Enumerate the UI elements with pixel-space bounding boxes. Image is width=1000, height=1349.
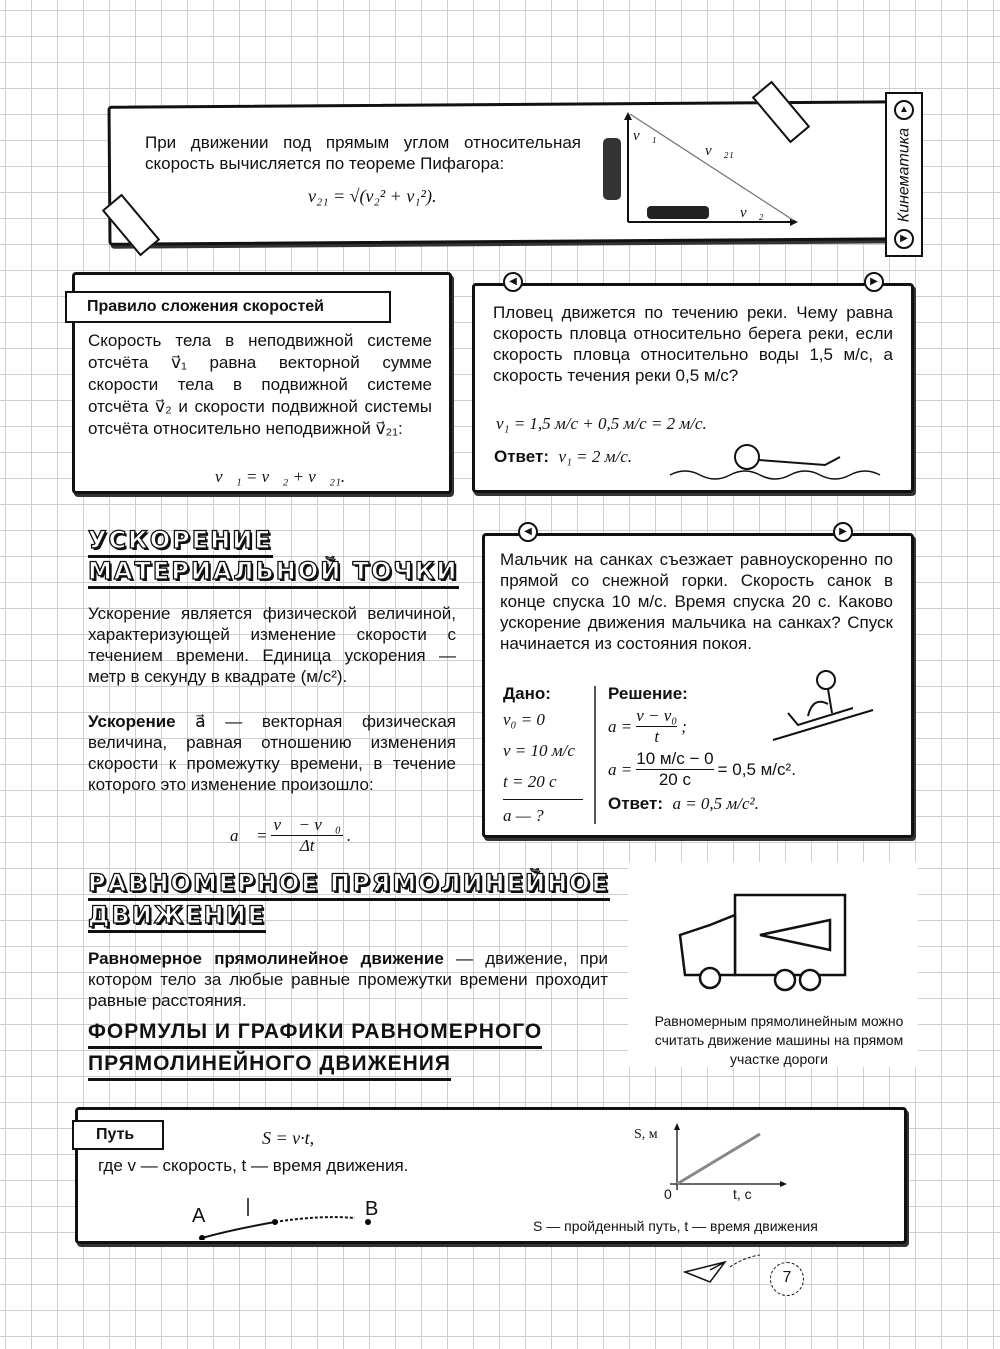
solution-label: Решение: (608, 684, 688, 703)
rule-formula: v⃗₁ = v⃗₂ + v⃗₂₁. (215, 467, 346, 486)
v21-label: v⃗₂₁ (705, 143, 734, 159)
formula-numerator: v⃗ − v⃗₀ (273, 815, 341, 834)
numerator: v − v₀ (636, 706, 678, 725)
answer-label: Ответ: (608, 794, 663, 813)
triangle-up-icon: ▲ (894, 100, 914, 120)
answer-value: v₁ = 2 м/с. (558, 447, 632, 466)
point-a-label: A (192, 1205, 206, 1227)
accel-paragraph: Ускорение является физической величиной, характеризующей изменение скорости с течением времени. Единица ускорения — метр в секунду в квадрате (м/с²). (88, 604, 456, 686)
formula-denominator: Δt (299, 836, 315, 855)
accel-title-line2: МАТЕРИАЛЬНОЙ ТОЧКИ (88, 556, 459, 589)
find-item: a — ? (503, 806, 544, 825)
given-item: t = 20 с (503, 772, 583, 800)
answer-value: a = 0,5 м/с². (672, 794, 759, 813)
triangle-right-icon: ▶ (833, 522, 853, 542)
walker-path-illustration (180, 1190, 380, 1240)
pythagoras-text: При движении под прямым углом относительная скорость вычисляется по теореме Пифагора: (145, 133, 581, 173)
v2-label: v⃗₂ (740, 205, 764, 221)
triangle-left-icon: ◀ (518, 522, 538, 542)
denominator: 20 с (658, 770, 691, 789)
accel-definition (88, 711, 456, 795)
formulas-title-line2: ПРЯМОЛИНЕЙНОГО ДВИЖЕНИЯ (88, 1050, 451, 1081)
path-tag: Путь (72, 1120, 164, 1150)
side-tab-label: Кинематика (895, 127, 913, 223)
paper-plane-icon (680, 1252, 760, 1287)
car-icon (647, 206, 709, 219)
swimmer-illustration (665, 435, 895, 485)
accel-formula: a⃗ = $\frac{\text{v⃗ − v⃗₀}}{\Delta t}$ . (230, 815, 352, 855)
swimmer-solution: v₁ = 1,5 м/с + 0,5 м/с = 2 м/с. (496, 414, 707, 433)
solution-formula-1: a = $\frac{\text{v − v₀}}{t}$ ; (608, 706, 687, 746)
answer-label: Ответ: (494, 447, 549, 466)
given-section (503, 684, 583, 826)
triangle-right-icon: ▶ (864, 272, 884, 292)
uniform-title-line2: ДВИЖЕНИЕ (88, 900, 266, 933)
rule-text: Скорость тела в неподвижной системе отсчёта v⃗₁ равна векторной сумме скорости тела в подвижной системе отсчёта v⃗₂ и скорости подвижной системы отсчёта относительно неподвижной v⃗₂₁: (88, 331, 432, 438)
graph-x-label: t, с (733, 1186, 752, 1202)
uniform-definition (88, 948, 608, 1011)
uniform-term: Равномерное прямолинейное движение (88, 949, 444, 968)
path-text: где v — скорость, t — время движения. (98, 1156, 409, 1175)
triangle-left-icon: ◀ (503, 272, 523, 292)
sled-text: Мальчик на санках съезжает равноускоренно по прямой со снежной горки. Скорость санок в конце спуска 10 м/с. Время спуска 20 с. Каково ускорение движения мальчика на санках? Спуск начинается из состояния покоя. (500, 550, 893, 653)
path-time-graph (670, 1122, 790, 1192)
accel-term: Ускорение (88, 712, 176, 731)
velocity-triangle-diagram (595, 110, 805, 230)
divider (594, 686, 596, 824)
path-formula: S = v·t, (262, 1128, 315, 1148)
page-number: 7 (770, 1262, 804, 1296)
formulas-title-line1: ФОРМУЛЫ И ГРАФИКИ РАВНОМЕРНОГО (88, 1018, 542, 1049)
accel-definition-text: a⃗ — векторная физическая величина, равная отношению изменения скорости к промежутку времени, в течение которого это изменение произошло: (88, 712, 456, 794)
side-tab[interactable] (885, 92, 923, 257)
graph-line (677, 1134, 760, 1184)
truck-caption: Равномерным прямолинейным можно считать движение машины на прямом участке дороги (654, 1013, 904, 1067)
given-item: v = 10 м/с (503, 741, 575, 760)
graph-origin-label: 0 (664, 1186, 672, 1202)
given-label: Дано: (503, 684, 551, 703)
graph-caption: S — пройденный путь, t — время движения (533, 1218, 818, 1234)
rule-title: Правило сложения скоростей (65, 291, 391, 323)
lhs: a = (608, 716, 633, 736)
uniform-title-line1: РАВНОМЕРНОЕ ПРЯМОЛИНЕЙНОЕ (88, 868, 610, 901)
lhs: a = (608, 759, 633, 779)
denominator: t (654, 727, 660, 746)
truck-illustration (670, 880, 890, 995)
graph-y-label: S, м (634, 1127, 658, 1142)
sled-illustration (768, 668, 898, 746)
car-icon (603, 138, 621, 200)
formula-lhs: a⃗ = (230, 825, 268, 845)
point-b-label: B (365, 1198, 379, 1220)
pythagoras-formula: v₂₁ = √(v₂² + v₁²). (308, 186, 437, 206)
v1-label: v⃗₁ (633, 128, 657, 144)
given-item: v₀ = 0 (503, 710, 545, 729)
triangle-right-icon: ▶ (894, 229, 914, 249)
uniform-definition-text: — движение, при котором тело за любые равные промежутки времени проходит равные расстояния. (88, 949, 608, 1010)
solution-formula-2 (608, 749, 796, 790)
accel-title-line1: УСКОРЕНИЕ (88, 525, 273, 558)
numerator: 10 м/с − 0 (636, 749, 714, 768)
swimmer-answer (494, 447, 632, 467)
rhs: = 0,5 м/с². (717, 759, 796, 779)
swimmer-text: Пловец движется по течению реки. Чему равна скорость пловца относительно берега реки, если скорость пловца относительно воды 1,5 м/с, а скорость течения реки 0,5 м/с? (493, 303, 893, 385)
